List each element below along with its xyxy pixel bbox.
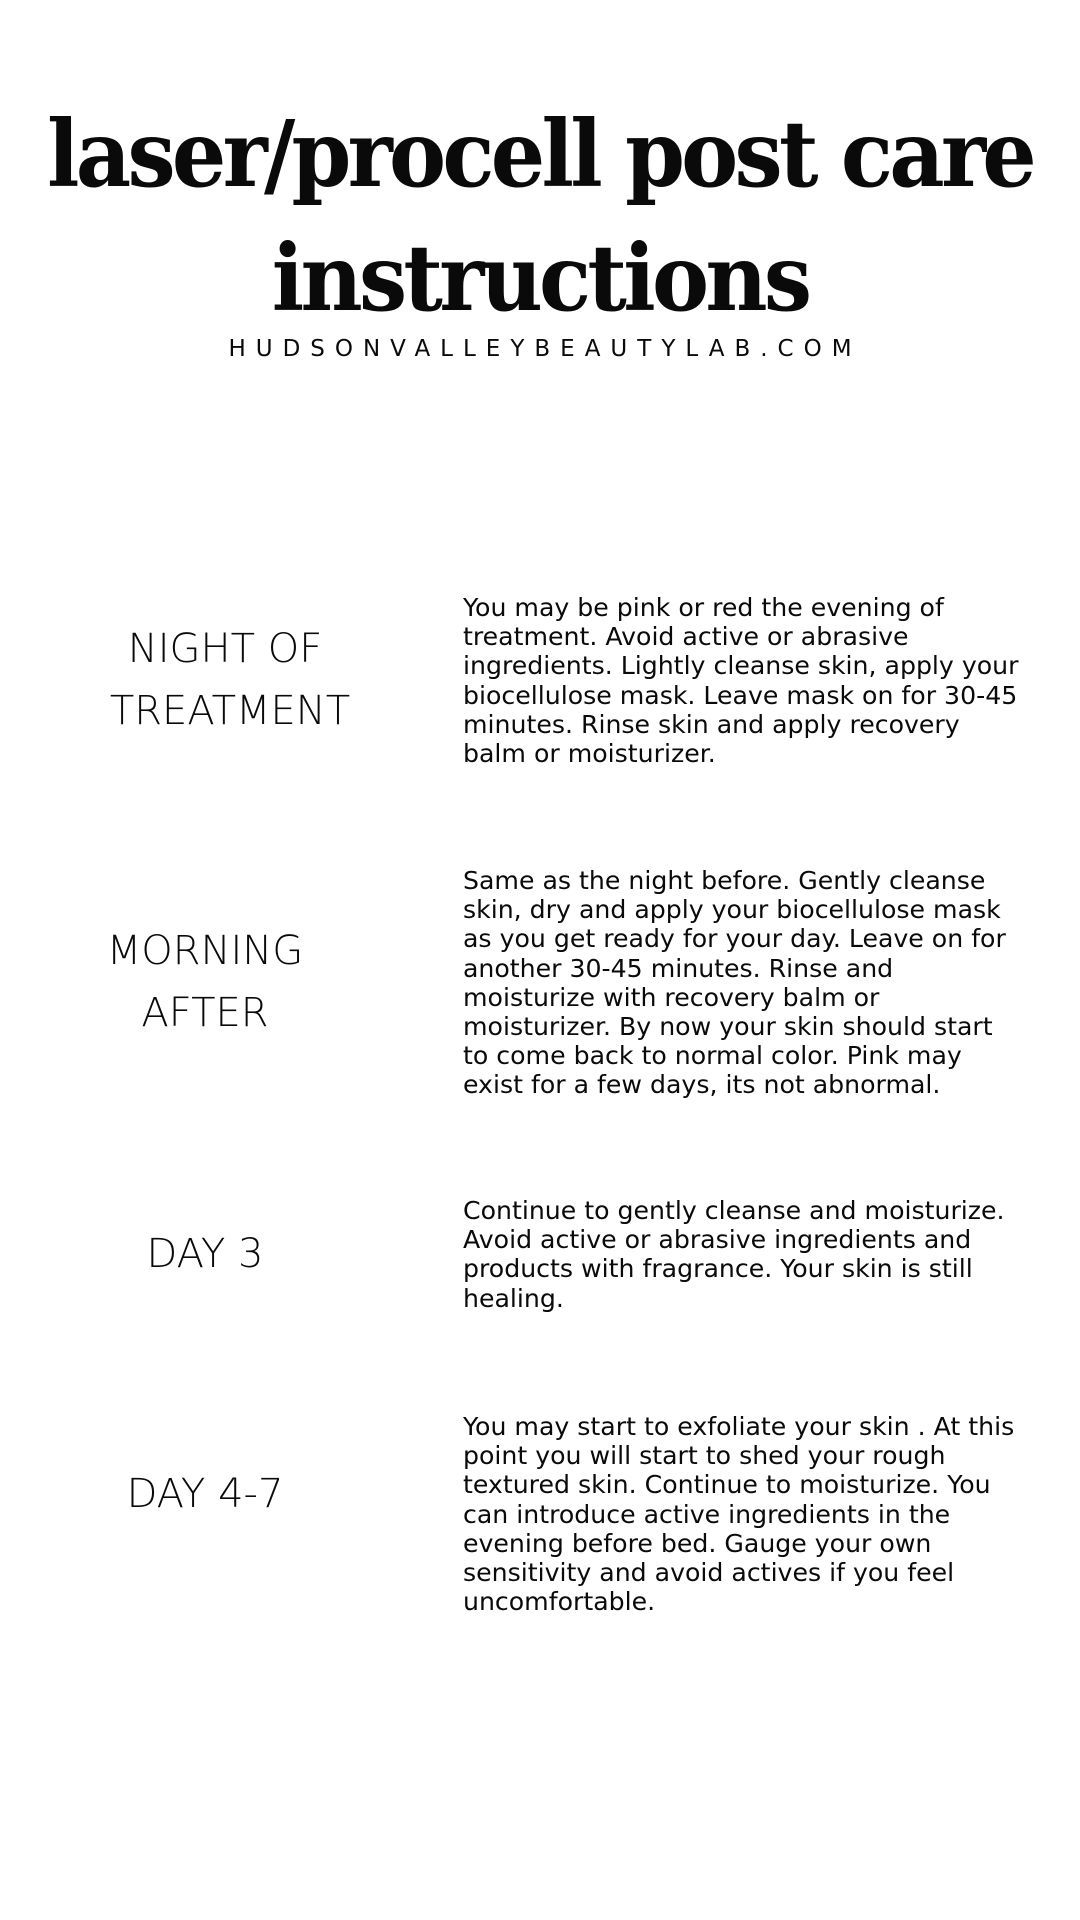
section-label-line-1: DAY 4-7 [126, 1471, 284, 1517]
title-line-1: laser/procell post care [46, 100, 1034, 208]
section-label-line-1: MORNING [106, 928, 304, 974]
section-label [0, 618, 450, 742]
section-body: You may be pink or red the evening of treatment. Avoid active or abrasive ingredients. Lightly cleanse skin, apply your biocellulose mask. Leave mask on for 30-45 minutes. Rinse skin and apply recovery balm or moisturizer. [463, 593, 1019, 769]
section-label [0, 920, 430, 1044]
title-line-2: instructions [271, 224, 809, 332]
section-label-line-2: AFTER [141, 990, 269, 1036]
page-title [38, 92, 1042, 340]
website-url: HUDSONVALLEYBEAUTYLAB.COM [228, 336, 862, 362]
section-label-line-1: NIGHT OF [127, 626, 323, 672]
section-label-line-1: DAY 3 [146, 1231, 264, 1277]
section-body: You may start to exfoliate your skin . At this point you will start to shed your rough textured skin. Continue to moisturize. You can introduce active ingredients in the evening before bed. Gauge your own sensitivity and avoid actives if you feel uncomfortable. [463, 1412, 1015, 1617]
section-label [0, 1463, 430, 1525]
section-label-line-2: TREATMENT [109, 688, 351, 734]
section-body: Same as the night before. Gently cleanse skin, dry and apply your biocellulose mask as you get ready for your day. Leave on for another 30-45 minutes. Rinse and moisturize with recovery balm or moisturizer. By now your skin should start to come back to normal color. Pink may exist for a few days, its not abnormal. [463, 866, 1006, 1100]
section-body: Continue to gently cleanse and moisturize. Avoid active or abrasive ingredients and products with fragrance. Your skin is still healing. [463, 1196, 1005, 1313]
section-label [0, 1223, 430, 1285]
